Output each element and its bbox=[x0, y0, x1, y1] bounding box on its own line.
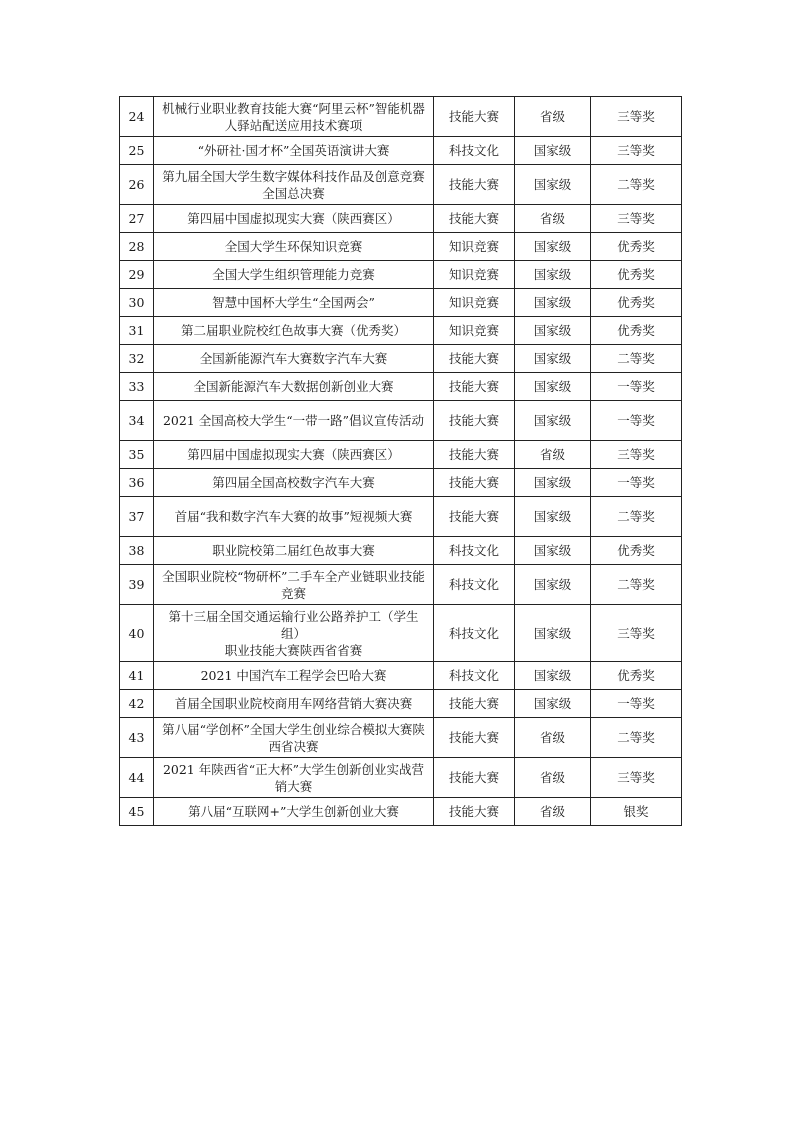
table-row bbox=[120, 317, 682, 345]
table-row bbox=[120, 289, 682, 317]
table-row bbox=[120, 373, 682, 401]
table-row bbox=[120, 401, 682, 441]
competition-level-cell: 省级 bbox=[515, 758, 591, 798]
row-number-cell: 39 bbox=[120, 565, 154, 605]
competition-name-cell: 第八届“互联网+”大学生创新创业大赛 bbox=[154, 798, 434, 826]
table-row bbox=[120, 233, 682, 261]
competition-type-cell: 知识竞赛 bbox=[434, 233, 515, 261]
row-number-cell: 40 bbox=[120, 605, 154, 662]
award-cell: 优秀奖 bbox=[591, 261, 682, 289]
competition-level-cell: 国家级 bbox=[515, 289, 591, 317]
competition-name-cell: 全国大学生组织管理能力竞赛 bbox=[154, 261, 434, 289]
row-number-cell: 26 bbox=[120, 165, 154, 205]
table-row bbox=[120, 718, 682, 758]
competition-level-cell: 省级 bbox=[515, 798, 591, 826]
competition-type-cell: 知识竞赛 bbox=[434, 317, 515, 345]
competition-level-cell: 国家级 bbox=[515, 345, 591, 373]
competition-name-cell: 第十三届全国交通运输行业公路养护工（学生组） 职业技能大赛陕西省省赛 bbox=[154, 605, 434, 662]
table-row bbox=[120, 605, 682, 662]
competition-name-cell: 全国新能源汽车大赛数字汽车大赛 bbox=[154, 345, 434, 373]
competition-type-cell: 技能大赛 bbox=[434, 345, 515, 373]
table-row bbox=[120, 441, 682, 469]
competition-level-cell: 国家级 bbox=[515, 469, 591, 497]
row-number-cell: 28 bbox=[120, 233, 154, 261]
competition-type-cell: 技能大赛 bbox=[434, 165, 515, 205]
competition-level-cell: 国家级 bbox=[515, 690, 591, 718]
competition-type-cell: 科技文化 bbox=[434, 605, 515, 662]
competition-name-cell: 第四届中国虚拟现实大赛（陕西赛区） bbox=[154, 441, 434, 469]
competition-type-cell: 知识竞赛 bbox=[434, 261, 515, 289]
competition-type-cell: 技能大赛 bbox=[434, 441, 515, 469]
award-cell: 优秀奖 bbox=[591, 537, 682, 565]
competition-name-cell: 第二届职业院校红色故事大赛（优秀奖） bbox=[154, 317, 434, 345]
competition-name-cell: 2021 全国高校大学生“一带一路”倡议宣传活动 bbox=[154, 401, 434, 441]
competition-type-cell: 科技文化 bbox=[434, 537, 515, 565]
table-row bbox=[120, 758, 682, 798]
competition-name-cell: 职业院校第二届红色故事大赛 bbox=[154, 537, 434, 565]
competition-name-cell: 第八届“学创杯”全国大学生创业综合模拟大赛陕西省决赛 bbox=[154, 718, 434, 758]
competition-type-cell: 科技文化 bbox=[434, 565, 515, 605]
row-number-cell: 27 bbox=[120, 205, 154, 233]
row-number-cell: 33 bbox=[120, 373, 154, 401]
competition-type-cell: 技能大赛 bbox=[434, 758, 515, 798]
competition-level-cell: 省级 bbox=[515, 441, 591, 469]
competition-type-cell: 技能大赛 bbox=[434, 798, 515, 826]
competition-name-cell: “外研社·国才杯”全国英语演讲大赛 bbox=[154, 137, 434, 165]
row-number-cell: 30 bbox=[120, 289, 154, 317]
award-cell: 三等奖 bbox=[591, 758, 682, 798]
award-cell: 三等奖 bbox=[591, 205, 682, 233]
table-row bbox=[120, 565, 682, 605]
competition-level-cell: 国家级 bbox=[515, 497, 591, 537]
competition-name-cell: 2021 中国汽车工程学会巴哈大赛 bbox=[154, 662, 434, 690]
row-number-cell: 25 bbox=[120, 137, 154, 165]
competition-level-cell: 国家级 bbox=[515, 605, 591, 662]
competition-level-cell: 国家级 bbox=[515, 537, 591, 565]
competition-level-cell: 国家级 bbox=[515, 373, 591, 401]
competition-name-cell: 2021 年陕西省“正大杯”大学生创新创业实战营销大赛 bbox=[154, 758, 434, 798]
award-cell: 优秀奖 bbox=[591, 662, 682, 690]
competition-level-cell: 国家级 bbox=[515, 261, 591, 289]
table-row bbox=[120, 261, 682, 289]
row-number-cell: 45 bbox=[120, 798, 154, 826]
row-number-cell: 35 bbox=[120, 441, 154, 469]
awards-table bbox=[119, 96, 682, 826]
competition-type-cell: 科技文化 bbox=[434, 662, 515, 690]
award-cell: 三等奖 bbox=[591, 97, 682, 137]
award-cell: 一等奖 bbox=[591, 469, 682, 497]
table-row bbox=[120, 537, 682, 565]
competition-name-cell: 全国新能源汽车大数据创新创业大赛 bbox=[154, 373, 434, 401]
award-cell: 二等奖 bbox=[591, 165, 682, 205]
row-number-cell: 24 bbox=[120, 97, 154, 137]
competition-level-cell: 国家级 bbox=[515, 565, 591, 605]
competition-type-cell: 技能大赛 bbox=[434, 718, 515, 758]
row-number-cell: 32 bbox=[120, 345, 154, 373]
competition-name-cell: 全国大学生环保知识竞赛 bbox=[154, 233, 434, 261]
competition-level-cell: 国家级 bbox=[515, 233, 591, 261]
award-cell: 优秀奖 bbox=[591, 317, 682, 345]
award-cell: 三等奖 bbox=[591, 441, 682, 469]
table-row bbox=[120, 165, 682, 205]
competition-type-cell: 技能大赛 bbox=[434, 97, 515, 137]
table-row bbox=[120, 137, 682, 165]
competition-level-cell: 国家级 bbox=[515, 317, 591, 345]
competition-type-cell: 技能大赛 bbox=[434, 373, 515, 401]
row-number-cell: 31 bbox=[120, 317, 154, 345]
competition-name-cell: 首届全国职业院校商用车网络营销大赛决赛 bbox=[154, 690, 434, 718]
competition-name-cell: 智慧中国杯大学生“全国两会” bbox=[154, 289, 434, 317]
table-row bbox=[120, 690, 682, 718]
award-cell: 二等奖 bbox=[591, 718, 682, 758]
award-cell: 二等奖 bbox=[591, 497, 682, 537]
award-cell: 二等奖 bbox=[591, 565, 682, 605]
table-row bbox=[120, 662, 682, 690]
competition-type-cell: 技能大赛 bbox=[434, 469, 515, 497]
award-cell: 一等奖 bbox=[591, 373, 682, 401]
competition-level-cell: 省级 bbox=[515, 97, 591, 137]
competition-type-cell: 技能大赛 bbox=[434, 497, 515, 537]
row-number-cell: 44 bbox=[120, 758, 154, 798]
table-row bbox=[120, 97, 682, 137]
row-number-cell: 29 bbox=[120, 261, 154, 289]
table-row bbox=[120, 798, 682, 826]
row-number-cell: 34 bbox=[120, 401, 154, 441]
competition-level-cell: 国家级 bbox=[515, 137, 591, 165]
row-number-cell: 43 bbox=[120, 718, 154, 758]
row-number-cell: 41 bbox=[120, 662, 154, 690]
competition-type-cell: 技能大赛 bbox=[434, 205, 515, 233]
competition-name-cell: 机械行业职业教育技能大赛“阿里云杯”智能机器人驿站配送应用技术赛项 bbox=[154, 97, 434, 137]
competition-level-cell: 国家级 bbox=[515, 165, 591, 205]
competition-name-cell: 全国职业院校“物研杯”二手车全产业链职业技能竞赛 bbox=[154, 565, 434, 605]
competition-name-cell: 第九届全国大学生数字媒体科技作品及创意竞赛全国总决赛 bbox=[154, 165, 434, 205]
award-cell: 三等奖 bbox=[591, 605, 682, 662]
award-cell: 优秀奖 bbox=[591, 233, 682, 261]
competition-level-cell: 国家级 bbox=[515, 401, 591, 441]
award-cell: 银奖 bbox=[591, 798, 682, 826]
competition-name-cell: 第四届中国虚拟现实大赛（陕西赛区） bbox=[154, 205, 434, 233]
award-cell: 三等奖 bbox=[591, 137, 682, 165]
award-cell: 一等奖 bbox=[591, 401, 682, 441]
row-number-cell: 37 bbox=[120, 497, 154, 537]
table-row bbox=[120, 205, 682, 233]
table-row bbox=[120, 469, 682, 497]
competition-type-cell: 技能大赛 bbox=[434, 690, 515, 718]
awards-table-body bbox=[120, 97, 682, 826]
table-row bbox=[120, 345, 682, 373]
row-number-cell: 42 bbox=[120, 690, 154, 718]
competition-level-cell: 省级 bbox=[515, 205, 591, 233]
table-row bbox=[120, 497, 682, 537]
row-number-cell: 38 bbox=[120, 537, 154, 565]
competition-type-cell: 知识竞赛 bbox=[434, 289, 515, 317]
row-number-cell: 36 bbox=[120, 469, 154, 497]
competition-type-cell: 技能大赛 bbox=[434, 401, 515, 441]
competition-name-cell: 首届“我和数字汽车大赛的故事”短视频大赛 bbox=[154, 497, 434, 537]
award-cell: 优秀奖 bbox=[591, 289, 682, 317]
award-cell: 一等奖 bbox=[591, 690, 682, 718]
competition-type-cell: 科技文化 bbox=[434, 137, 515, 165]
competition-name-cell: 第四届全国高校数字汽车大赛 bbox=[154, 469, 434, 497]
award-cell: 二等奖 bbox=[591, 345, 682, 373]
competition-level-cell: 省级 bbox=[515, 718, 591, 758]
competition-level-cell: 国家级 bbox=[515, 662, 591, 690]
